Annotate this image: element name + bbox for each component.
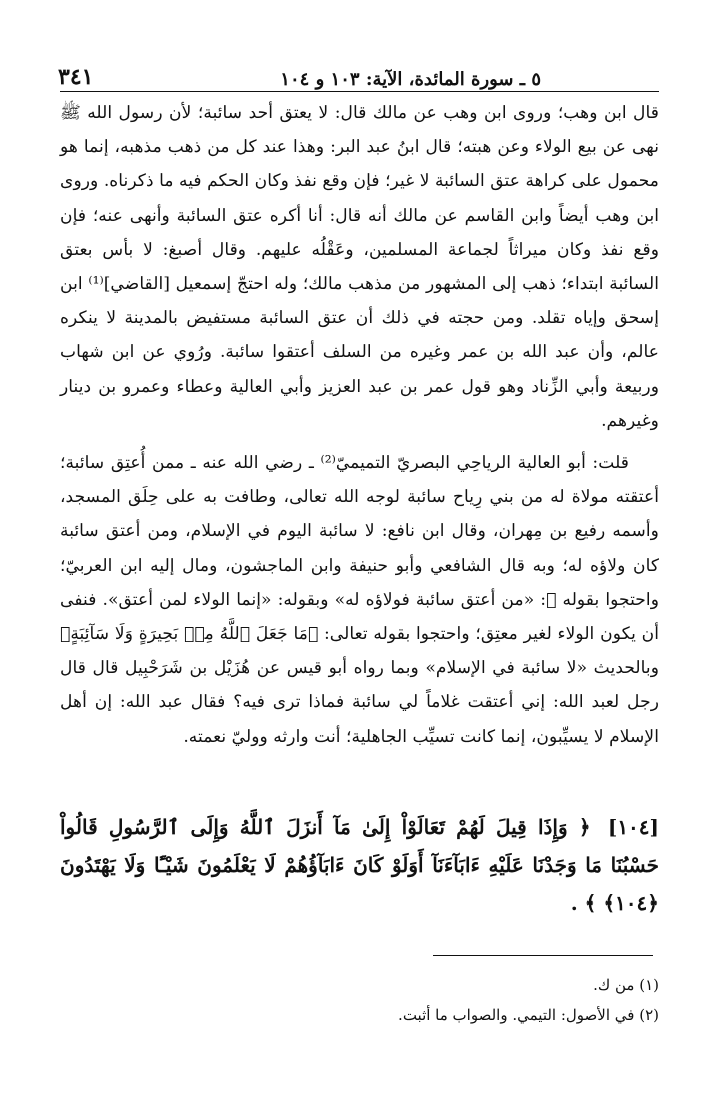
page-number: ٣٤١ [58, 64, 94, 90]
header-divider [60, 91, 659, 92]
footnote-2: (٢) في الأصول: التيمي. والصواب ما أثبت. [398, 1006, 659, 1024]
verse-text: ﴿ وَإِذَا قِيلَ لَهُمْ تَعَالَوْاْ إِلَىٰ مَآ أَنزَلَ ٱللَّهُ وَإِلَى ٱلرَّسُولِ قَالُواْ حَسْبُنَا مَا وَجَدْنَا عَلَيْهِ ءَابَآءَنَآ أَوَلَوْ كَانَ ءَابَآؤُهُمْ لَا يَعْلَمُونَ شَيْـًٔا وَلَا يَهْتَدُونَ ﴿١٠٤﴾ ﴾ . [60, 815, 659, 915]
footnote-1: (١) من ك. [593, 976, 659, 994]
page-header [58, 58, 629, 90]
paragraph-1: قال ابن وهب؛ وروى ابن وهب عن مالك قال: لا يعتق أحد سائبة؛ لأن رسول الله ﷺ نهى عن بيع الولاء وعن هبته؛ قال ابنُ عبد البر: وهذا عند كل من ذهب مذهبه، إنما هو محمول على كراهة عتق السائبة لا غير؛ فإن وقع نفذ وكان الحكم فيه ما ذكرناه. وروى ابن وهب أيضاً وابن القاسم عن مالك أنه قال: أنا أكره عتق السائبة وأنهى عنه؛ فإن وقع نفذ وكان ميراثاً لجماعة المسلمين، وعَقْلُه عليهم. وقال أصبغ: لا بأس بعتق السائبة ابتداء؛ ذهب إلى المشهور من مذهب مالك؛ وله احتجّ إسمعيل [القاضي]⁽¹⁾ ابن إسحق وإياه تقلد. ومن حجته في ذلك أن عتق السائبة مستفيض بالمدينة لا ينكره عالم، وأن عبد الله بن عمر وغيره من السلف أعتقوا سائبة. ورُوي عن ابن شهاب وربيعة وأبي الزِّناد وهو قول عمر بن عبد العزيز وأبي العالية وعطاء وعمرو بن دينار وغيرهم. [60, 103, 660, 431]
paragraph-2: قلت: أبو العالية الرياحِي البصريّ التميميّ⁽²⁾ ـ رضي الله عنه ـ ممن أُعتِق سائبة؛ أعتقته مولاة له من بني رِياح سائبة لوجه الله تعالى، وطافت به على حِلَق المسجد، وأسمه رفيع بن مِهران، وقال ابن نافع: لا سائبة اليوم في الإسلام، ومن أعتق سائبة كان ولاؤه له؛ وبه قال الشافعي وأبو حنيفة وابن الماجشون، ومال إليه ابن العربيّ؛ واحتجوا بقوله ﷺ: «من أعتق سائبة فولاؤه له» وبقوله: «إنما الولاء لمن أعتق». فنفى أن يكون الولاء لغير معتِق؛ واحتجوا بقوله تعالى: ﴿مَا جَعَلَ ٱللَّهُ مِنۢ بَحِيرَةٍ وَلَا سَآئِبَةٍ﴾ وبالحديث «لا سائبة في الإسلام» وبما رواه أبو قيس عن هُزَيْل بن شَرَحْبِيل قال قال رجل لعبد الله: إني أعتقت غلاماً لي سائبة فماذا ترى فيه؟ فقال عبد الله: إن أهل الإسلام لا يسيِّبون، إنما كانت تسيِّب الجاهلية؛ أنت وارثه ووليّ نعمته. [60, 453, 659, 747]
verse-number: [١٠٤] [607, 815, 660, 839]
footnote-divider [433, 955, 653, 956]
running-title: ٥ ـ سورة المائدة، الآية: ١٠٣ و ١٠٤ [280, 69, 541, 90]
footnotes [60, 970, 659, 1030]
commentary-text [60, 96, 659, 754]
quran-verse [60, 808, 659, 922]
